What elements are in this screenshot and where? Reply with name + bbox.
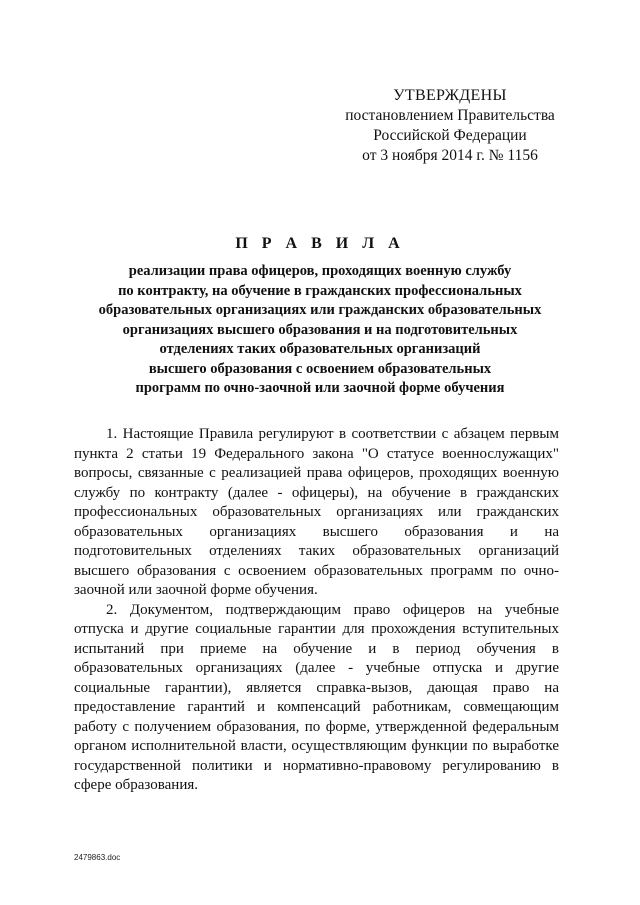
document-title: П Р А В И Л А	[235, 235, 405, 252]
subtitle-line: программ по очно-заочной или заочной форме обучения	[135, 380, 505, 396]
paragraph-1: 1. Настоящие Правила регулируют в соответствии с абзацем первым пункта 2 статьи 19 Федерального закона "О статусе военнослужащих" вопросы, связанные с реализацией права офицеров, проходящих военную службу по контракту (далее - офицеры), на обучение в гражданских профессиональных образовательных организациях или гражданских образовательных организациях высшего образования и на подготовительных отделениях таких образовательных организаций высшего образования с освоением образовательных программ по очно-заочной или заочной форме обучения.	[74, 426, 559, 598]
document-file-id: 2479863.doc	[74, 853, 121, 862]
subtitle-line: образовательных организациях или гражданских образовательных	[98, 302, 542, 318]
approval-line-2: Российской Федерации	[373, 127, 527, 144]
subtitle-line: по контракту, на обучение в гражданских профессиональных	[118, 282, 522, 299]
subtitle-line: организациях высшего образования и на подготовительных	[122, 321, 518, 338]
paragraph-2: 2. Документом, подтверждающим право офицеров на учебные отпуска и другие социальные гарантии для прохождения вступительных испытаний при приеме на обучение и в период обучения в образовательных организациях (далее - учебные отпуска и другие социальные гарантии), является справка-вызов, дающая право на предоставление гарантий и компенсаций работникам, совмещающим работу с получением образования, по форме, утвержденной федеральным органом исполнительной власти, осуществляющим функции по выработке государственной политики и нормативно-правовому регулированию в сфере образования.	[74, 601, 559, 793]
document-body	[74, 425, 559, 796]
approval-block	[330, 86, 570, 166]
approved-heading: УТВЕРЖДЕНЫ	[393, 87, 507, 104]
subtitle-line: реализации права офицеров, проходящих военную службу	[128, 263, 512, 279]
approval-line-1: постановлением Правительства	[345, 107, 555, 124]
subtitle-line: высшего образования с освоением образовательных	[148, 360, 492, 377]
approval-line-3: от 3 ноября 2014 г. № 1156	[362, 147, 538, 164]
document-subtitle	[80, 262, 560, 399]
subtitle-line: отделениях таких образовательных организаций	[159, 341, 481, 357]
